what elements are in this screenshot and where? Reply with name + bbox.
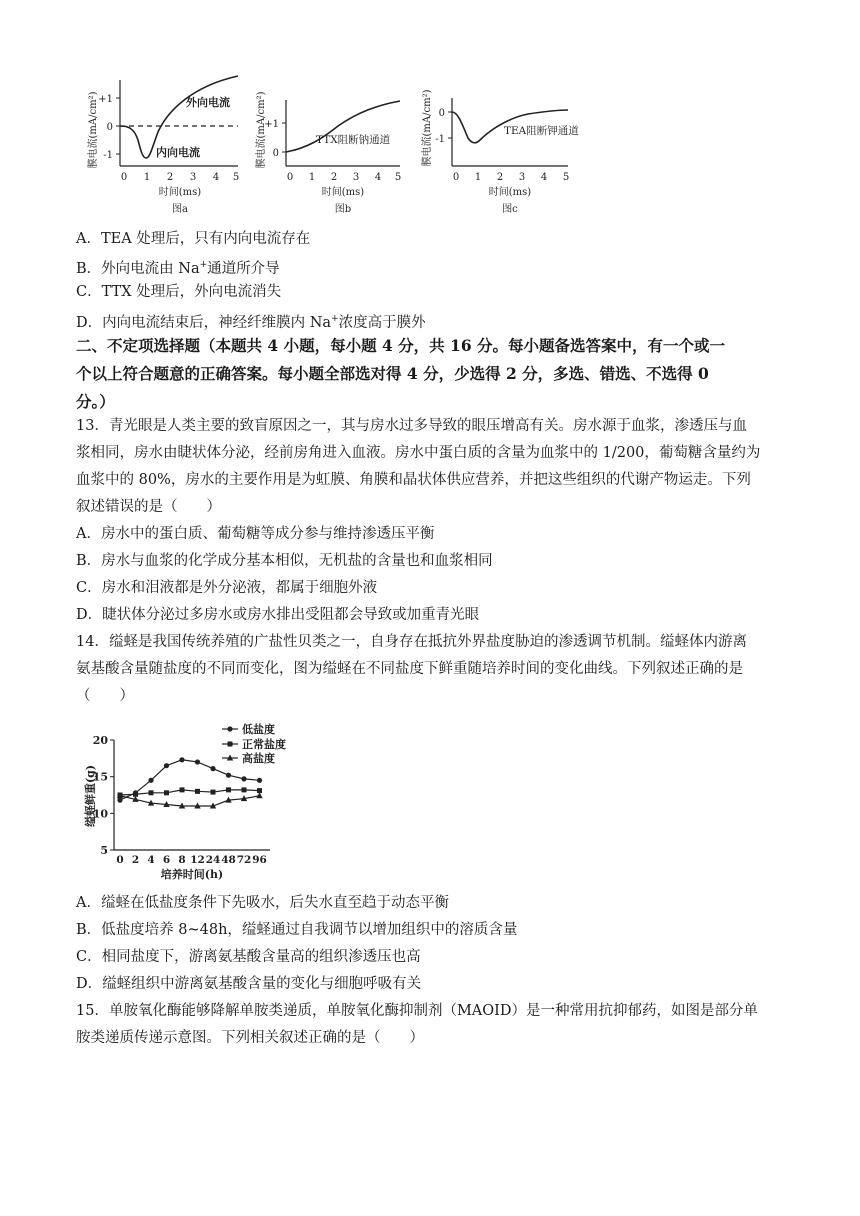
q12-option-b-pre: B．外向电流由 Na xyxy=(76,260,200,277)
figure-b xyxy=(254,91,401,215)
fig-b-xtick: 5 xyxy=(394,172,402,183)
fig-b-ylabel: 膜电流(mA/cm²) xyxy=(256,91,267,169)
data-point xyxy=(210,766,215,771)
data-point xyxy=(226,773,231,778)
series-line-2 xyxy=(120,790,260,795)
q13-option-d: D．睫状体分泌过多房水或房水排出受阻都会导致或加重青光眼 xyxy=(76,607,480,623)
series-line-3 xyxy=(120,796,260,806)
fig-b-xtick: 1 xyxy=(308,172,316,183)
x-tick-label: 72 xyxy=(236,854,252,866)
x-tick-label: 6 xyxy=(162,854,171,866)
membrane-current-figures xyxy=(78,68,608,223)
fig-a-xtick: 3 xyxy=(189,172,197,183)
q13-option-a: A．房水中的蛋白质、葡萄糖等成分参与维持渗透压平衡 xyxy=(76,526,435,542)
fig-c-ylabel: 膜电流(mA/cm²) xyxy=(422,89,433,167)
q13-stem-4: 叙述错误的是（ ） xyxy=(76,499,221,515)
q14-option-d: D．缢蛏组织中游离氨基酸含量的变化与细胞呼吸有关 xyxy=(76,976,422,992)
q12-option-b-sup: + xyxy=(199,260,208,270)
q14-option-c: C．相同盐度下，游离氨基酸含量高的组织渗透压也高 xyxy=(76,949,421,965)
fig-a-xtick: 4 xyxy=(212,172,220,183)
y-tick-label: 15 xyxy=(92,770,108,784)
fig-a-xtick: 2 xyxy=(166,172,174,183)
x-tick-label: 4 xyxy=(147,854,155,866)
data-point xyxy=(117,798,122,803)
fig-c-ytick-minus1: -1 xyxy=(435,134,445,145)
fig-a-caption: 图a xyxy=(172,204,188,215)
fig-a-label-out: 外向电流 xyxy=(186,96,230,109)
x-tick-label: 12 xyxy=(190,854,205,866)
fig-b-ytick-plus1: +1 xyxy=(264,119,279,130)
fig-c-xtick: 0 xyxy=(452,172,460,183)
chart-ylabel: 缢蛏鲜重(g) xyxy=(84,764,97,828)
chart-series-group xyxy=(117,757,263,808)
q12-option-b xyxy=(76,255,280,279)
q14-option-b: B．低盐度培养 8~48h，缢蛏通过自我调节以增加组织中的溶质含量 xyxy=(76,922,518,938)
fig-a-xtick: 1 xyxy=(143,172,151,183)
fig-c-xtick: 2 xyxy=(496,172,504,183)
q13-option-b: B．房水与血浆的化学成分基本相似，无机盐的含量也和血浆相同 xyxy=(76,553,493,569)
fig-a-ytick-minus1: -1 xyxy=(103,150,113,161)
data-point xyxy=(179,757,184,762)
data-point xyxy=(164,763,169,768)
data-point xyxy=(241,776,246,781)
data-point xyxy=(195,789,200,794)
y-tick-label: 20 xyxy=(92,734,108,747)
fig-c-xtick: 4 xyxy=(540,172,548,183)
fig-c-xtick: 5 xyxy=(562,172,570,183)
fig-b-ytick-0: 0 xyxy=(272,148,279,159)
x-tick-label: 2 xyxy=(131,854,140,866)
q15-stem-1: 15．单胺氧化酶能够降解单胺类递质，单胺氧化酶抑制剂（MAOID）是一种常用抗抑郁药，如图是部分单 xyxy=(76,1003,759,1019)
fig-b-xtick: 2 xyxy=(330,172,338,183)
fig-b-xtick: 0 xyxy=(286,172,294,183)
fig-c-caption: 图c xyxy=(502,204,518,215)
q12-option-d xyxy=(76,309,426,333)
x-tick-label: 24 xyxy=(205,854,221,866)
q14-option-a: A．缢蛏在低盐度条件下先吸水，后失水直至趋于动态平衡 xyxy=(76,895,449,911)
q13-stem-3: 血浆中的 80%，房水的主要作用是为虹膜、角膜和晶状体供应营养，并把这些组织的代谢产物运走。下列 xyxy=(76,472,751,488)
fig-a-ytick-plus1: +1 xyxy=(98,94,113,105)
data-point xyxy=(195,759,200,764)
q13-stem-2: 浆相同，房水由睫状体分泌，经前房角进入血液。房水中蛋白质的含量为血浆中的 1/200，葡萄糖含量约为 xyxy=(76,445,761,461)
fig-c-label: TEA阻断钾通道 xyxy=(504,125,579,137)
y-tick-label: 5 xyxy=(100,844,108,857)
fig-a-xtick: 0 xyxy=(120,172,128,183)
data-point xyxy=(148,778,153,783)
fig-b-label: TTX阻断钠通道 xyxy=(316,134,391,146)
q12-option-b-post: 通道所介导 xyxy=(207,260,280,277)
q12-option-d-pre: D．内向电流结束后，神经纤维膜内 Na xyxy=(76,314,332,331)
section2-line3: 分。） xyxy=(76,392,115,411)
fig-a-label-in: 内向电流 xyxy=(156,146,200,159)
legend-low: 低盐度 xyxy=(242,723,275,736)
fig-c-xtick: 3 xyxy=(518,172,526,183)
q14-stem-3: （ ） xyxy=(76,688,134,704)
fig-c-xtick: 1 xyxy=(474,172,482,183)
q12-option-c: C．TTX 处理后，外向电流消失 xyxy=(76,284,282,300)
q12-option-d-post: 浓度高于膜外 xyxy=(338,314,426,331)
q14-stem-1: 14．缢蛏是我国传统养殖的广盐性贝类之一，自身存在抵抗外界盐度胁迫的渗透调节机制。缢蛏体内游离 xyxy=(76,634,747,650)
fig-a-xlabel: 时间(ms) xyxy=(158,187,202,198)
legend-normal: 正常盐度 xyxy=(242,738,286,751)
fig-a-xtick: 5 xyxy=(232,172,240,183)
fig-c-xlabel: 时间(ms) xyxy=(488,187,532,198)
data-point xyxy=(164,790,169,795)
data-point xyxy=(242,787,247,792)
x-tick-label: 48 xyxy=(221,854,236,866)
fig-a-ytick-0: 0 xyxy=(106,122,113,133)
data-point xyxy=(256,792,262,798)
x-tick-label: 96 xyxy=(252,854,267,866)
data-point xyxy=(149,790,154,795)
figure-a xyxy=(86,76,239,215)
data-point xyxy=(226,787,231,792)
q12-option-a: A．TEA 处理后，只有内向电流存在 xyxy=(76,231,311,247)
q13-stem-1: 13．青光眼是人类主要的致盲原因之一，其与房水过多导致的眼压增高有关。房水源于血浆，渗透压与血 xyxy=(76,418,747,434)
data-point xyxy=(211,790,216,795)
chart-xlabel: 培养时间(h) xyxy=(160,868,224,881)
chart-legend xyxy=(222,722,286,765)
q12-option-d-sup: + xyxy=(331,314,339,324)
section2-line2: 个以上符合题意的正确答案。每小题全部选对得 4 分，少选得 2 分，多选、错选、不选得 0 xyxy=(76,364,709,383)
q15-stem-2: 胺类递质传递示意图。下列相关叙述正确的是（ ） xyxy=(76,1030,424,1046)
q13-option-c: C．房水和泪液都是外分泌液，都属于细胞外液 xyxy=(76,580,378,596)
fig-b-caption: 图b xyxy=(334,204,352,215)
section2-line1: 二、不定项选择题（本题共 4 小题，每小题 4 分，共 16 分。每小题备选答案中，有一个或一 xyxy=(76,336,726,355)
x-tick-label: 8 xyxy=(178,854,186,866)
fig-c-ytick-0: 0 xyxy=(438,108,445,119)
chart-xtick-group xyxy=(116,854,266,866)
y-tick-label: 10 xyxy=(92,807,108,821)
q14-stem-2: 氨基酸含量随盐度的不同而变化，图为缢蛏在不同盐度下鲜重随培养时间的变化曲线。下列叙述正确的是 xyxy=(76,661,743,677)
data-point xyxy=(257,778,262,783)
fig-a-ylabel: 膜电流(mA/cm²) xyxy=(88,91,99,169)
x-tick-label: 0 xyxy=(116,854,124,866)
legend-high: 高盐度 xyxy=(242,752,275,765)
fig-b-xtick: 4 xyxy=(374,172,382,183)
fig-b-xtick: 3 xyxy=(352,172,360,183)
figure-c xyxy=(420,89,579,215)
salinity-weight-chart xyxy=(80,718,310,883)
fig-b-xlabel: 时间(ms) xyxy=(321,187,365,198)
data-point xyxy=(180,787,185,792)
